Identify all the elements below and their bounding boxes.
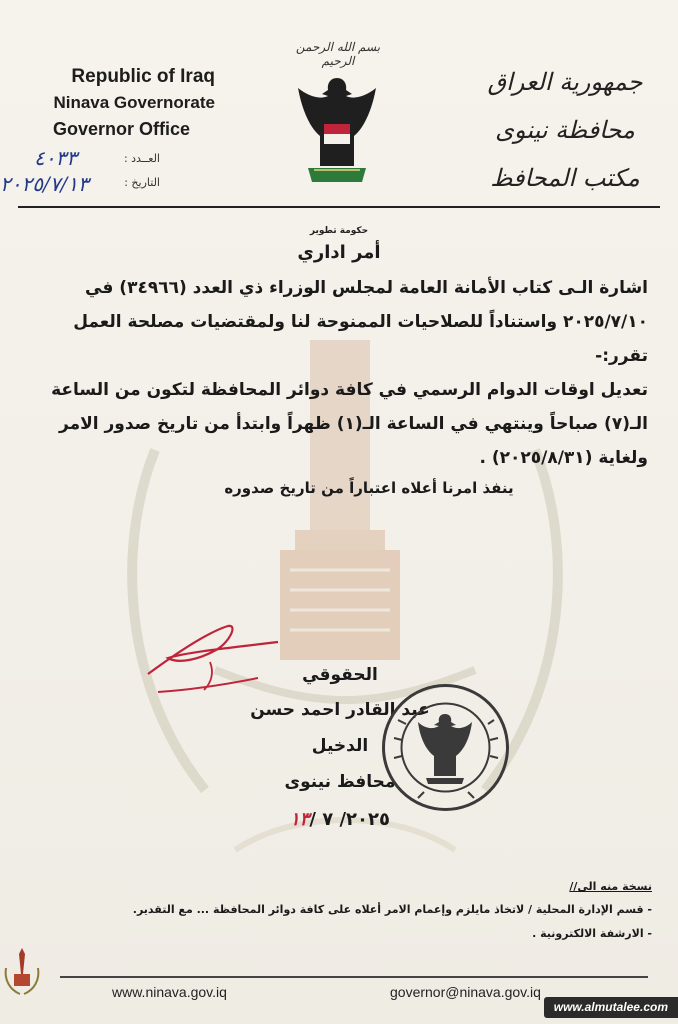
body-line-6: ولغاية (٢٠٢٥/٨/٣١) .: [479, 448, 648, 468]
order-body: [30, 226, 648, 497]
body-line-1: اشارة الـى كتاب الأمانة العامة لمجلس الوزراء ذي العدد (٣٤٩٦٦) في: [85, 278, 648, 298]
ar-header-line-3: مكتب المحافظ: [490, 164, 640, 192]
body-line-4: تعديل اوقات الدوام الرسمي في كافة دوائر المحافظة لتكون من الساعة: [51, 380, 648, 400]
body-line-2: ٢٠٢٥/٧/١٠ واستناداً للصلاحيات الممنوحة لنا ولمقتضيات مصلحة العمل: [73, 312, 648, 332]
english-header: [0, 64, 215, 142]
source-credit-badge[interactable]: www.almutalee.com: [544, 997, 678, 1018]
iraq-eagle-emblem-icon: [292, 70, 382, 190]
enforcement-line: ينفذ امرنا أعلاه اعتباراً من تاريخ صدوره: [224, 479, 514, 497]
en-header-line-1: Republic of Iraq: [71, 66, 215, 87]
reference-block: [0, 146, 160, 194]
number-label: العــدد :: [123, 151, 160, 165]
footer-website[interactable]: www.ninava.gov.iq: [112, 984, 227, 1000]
ar-header-line-1: جمهورية العراق: [487, 68, 643, 96]
footer-email[interactable]: governor@ninava.gov.iq: [390, 984, 541, 1000]
en-header-line-3: Governor Office: [52, 119, 190, 139]
signature-date-day: ١٣: [290, 809, 310, 830]
copies-section: [32, 876, 652, 946]
official-seal-icon: [378, 680, 513, 815]
small-heading: حكومة تطوير: [309, 226, 369, 236]
date-value: ٢٠٢٥/٧/١٣: [0, 172, 89, 196]
en-header-line-2: Ninava Governorate: [53, 93, 215, 112]
signature-date-main: ٢٠٢٥/ ٧ /: [309, 809, 390, 830]
header-divider: [18, 206, 660, 208]
copies-item-1: - قسم الإدارة المحلية / لاتخاذ مايلزم وإعمام الامر أعلاه على كافة دوائر المحافظة ... مع التقدير.: [132, 903, 652, 916]
basmala: بسم الله الرحمن الرحيم: [295, 40, 381, 68]
number-row: [0, 146, 160, 170]
arabic-header: [480, 58, 650, 202]
date-label: التاريخ :: [124, 175, 160, 189]
signer-position: محافظ نينوى: [284, 772, 396, 792]
body-line-3: تقرر:-: [595, 346, 648, 366]
number-value: ٤٠٣٣: [34, 146, 77, 170]
body-line-5: الـ(٧) صباحاً وينتهي في الساعة الـ(١) ظهراً وابتدأ من تاريخ صدور الامر: [59, 414, 648, 434]
order-title: أمر اداري: [297, 242, 381, 263]
signer-title: الحقوقي: [302, 665, 378, 685]
signer-name: عبد القادر احمد حسن الدخيل: [250, 700, 430, 756]
copies-title: نسخة منه الى//: [569, 880, 652, 893]
governorate-logo-icon: [2, 944, 42, 1000]
footer-divider: [60, 976, 648, 978]
copies-item-2: - الارشفة الالكترونية .: [532, 927, 652, 940]
ar-header-line-2: محافظة نينوى: [495, 116, 635, 144]
